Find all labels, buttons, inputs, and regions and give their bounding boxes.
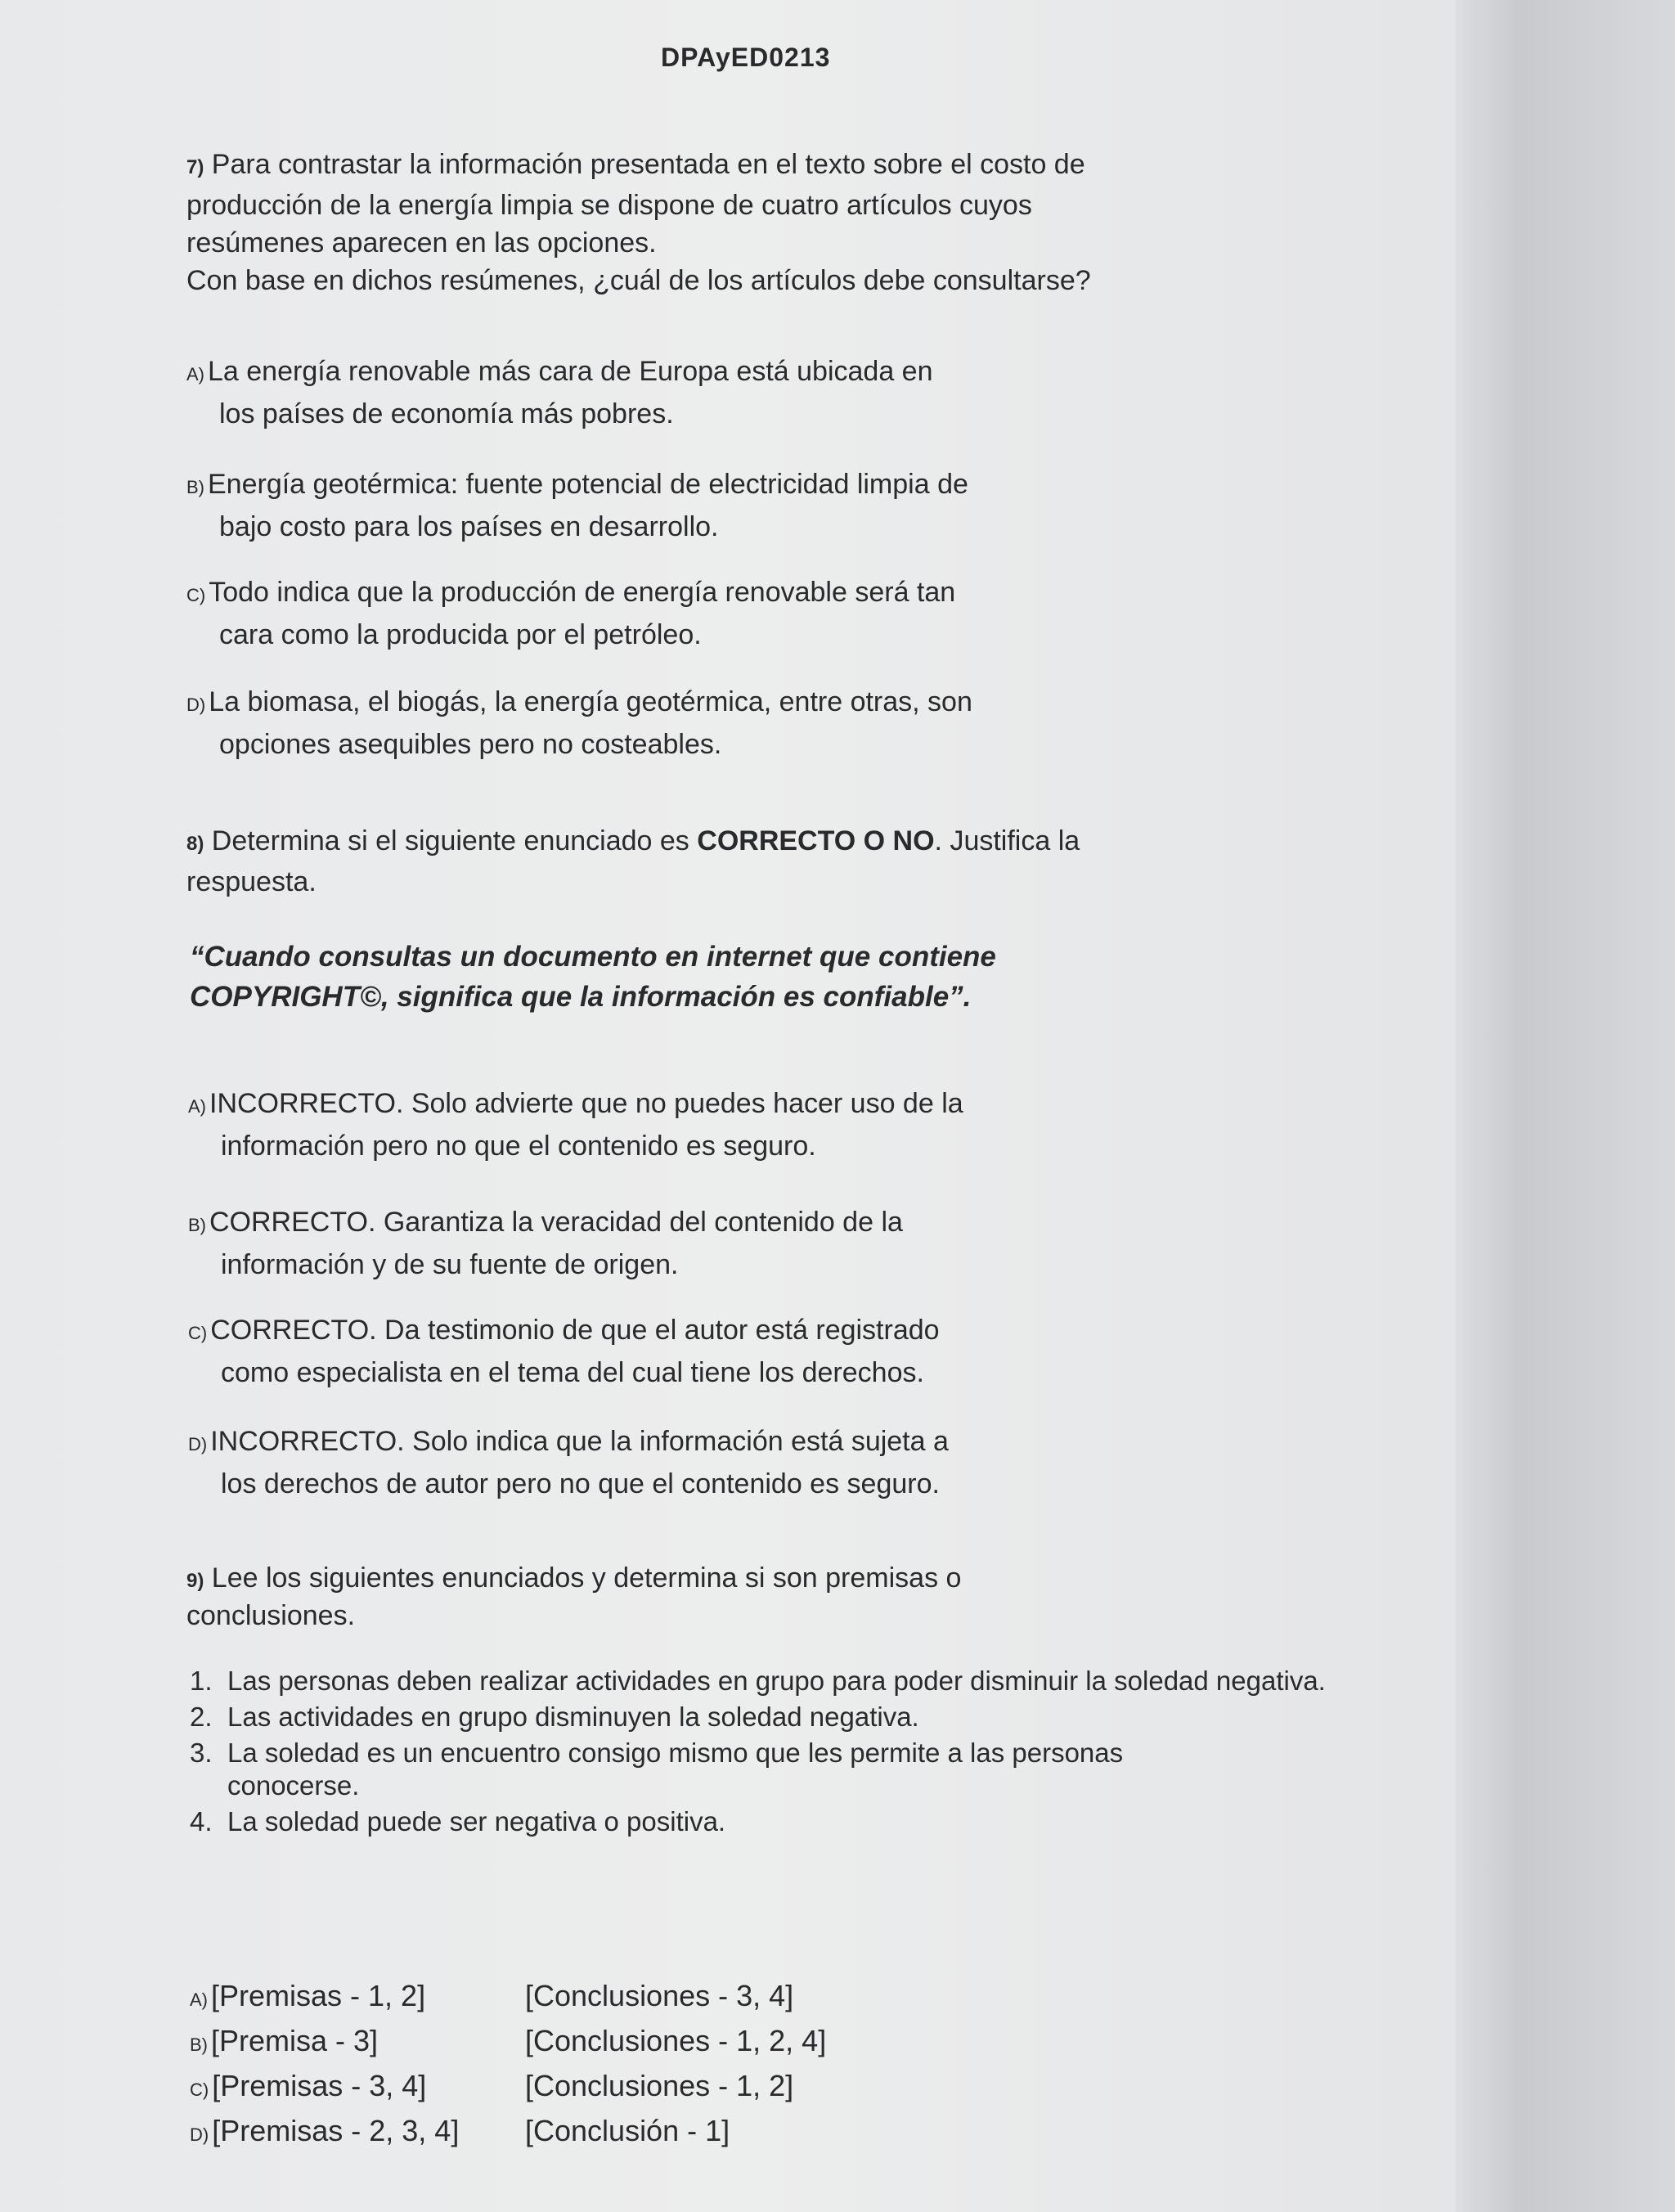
option-text: INCORRECTO. Solo indica que la información está sujeta a [210, 1426, 949, 1457]
conclusion-cell: [Conclusión - 1] [525, 2114, 730, 2147]
option-text: Energía geotérmica: fuente potencial de electricidad limpia de [208, 469, 968, 500]
list-item [190, 1701, 1351, 1733]
exam-code: DPAyED0213 [661, 43, 831, 72]
q8-option-c[interactable] [188, 1311, 940, 1392]
question-7 [186, 146, 1348, 299]
q9-option-d[interactable] [190, 2111, 826, 2156]
option-text: Todo indica que la producción de energía renovable será tan [209, 577, 956, 608]
item-text: Las actividades en grupo disminuyen la soledad negativa. [227, 1702, 919, 1732]
question-line: Determina si el siguiente enunciado es [211, 825, 698, 856]
option-text: CORRECTO. Garantiza la veracidad del contenido de la [209, 1207, 903, 1238]
quote-line: COPYRIGHT©, significa que la información es confiable”. [190, 981, 972, 1013]
option-text: información y de su fuente de origen. [221, 1249, 679, 1280]
q7-option-b[interactable] [186, 465, 968, 546]
option-text: INCORRECTO. Solo advierte que no puedes hacer uso de la [209, 1088, 963, 1119]
option-text: como especialista en el tema del cual tiene los derechos. [221, 1357, 924, 1388]
q7-option-a[interactable] [186, 352, 933, 434]
item-number: 2. [190, 1702, 213, 1732]
option-letter: B) [188, 1215, 206, 1235]
item-number: 4. [190, 1806, 213, 1837]
option-letter: C) [190, 2079, 209, 2100]
quote-line: “Cuando consultas un documento en internet que contiene [190, 941, 996, 973]
question-8 [186, 822, 1348, 901]
question-line: producción de la energía limpia se dispone de cuatro artículos cuyos [186, 190, 1032, 221]
question-line: Con base en dichos resúmenes, ¿cuál de los artículos debe consultarse? [186, 265, 1091, 296]
premise-cell: [Premisas - 3, 4] [212, 2069, 427, 2102]
statements-list [190, 1665, 1351, 1841]
question-line: conclusiones. [186, 1600, 356, 1631]
q8-option-b[interactable] [188, 1203, 903, 1284]
option-letter: D) [186, 695, 206, 715]
conclusion-cell: [Conclusiones - 3, 4] [525, 1979, 794, 2012]
list-item [190, 1805, 1351, 1838]
question-number: 8) [186, 833, 204, 855]
option-text: La biomasa, el biogás, la energía geotérmica, entre otras, son [209, 686, 972, 717]
option-letter: A) [190, 1989, 208, 2010]
question-line: . Justifica la [934, 825, 1080, 856]
option-text: bajo costo para los países en desarrollo. [219, 511, 719, 542]
question-line: respuesta. [186, 866, 317, 897]
option-letter: C) [186, 585, 206, 605]
option-letter: C) [188, 1323, 208, 1343]
option-text: cara como la producida por el petróleo. [219, 619, 702, 650]
item-text: Las personas deben realizar actividades en grupo para poder disminuir la soledad negativa. [227, 1666, 1326, 1696]
question-line: Para contrastar la información presentada en el texto sobre el costo de [211, 149, 1085, 180]
option-text: los derechos de autor pero no que el contenido es seguro. [221, 1468, 940, 1499]
option-letter: A) [188, 1096, 206, 1117]
conclusion-cell: [Conclusiones - 1, 2, 4] [525, 2024, 827, 2057]
q9-options [190, 1976, 826, 2156]
q8-option-d[interactable] [188, 1422, 949, 1504]
option-letter: D) [188, 1434, 208, 1454]
item-number: 3. [190, 1738, 213, 1768]
option-text: opciones asequibles pero no costeables. [219, 729, 722, 760]
item-text: La soledad es un encuentro consigo mismo que les permite a las personas conocerse. [227, 1738, 1124, 1801]
emphasis-text: CORRECTO O NO [697, 825, 935, 856]
option-letter: D) [190, 2124, 209, 2145]
list-item [190, 1665, 1351, 1697]
premise-cell: [Premisas - 1, 2] [211, 1979, 426, 2012]
q9-option-c[interactable] [190, 2066, 826, 2111]
question-number: 7) [186, 156, 204, 178]
item-number: 1. [190, 1666, 213, 1696]
question-number: 9) [186, 1570, 204, 1592]
q9-option-a[interactable] [190, 1976, 826, 2021]
premise-cell: [Premisas - 2, 3, 4] [212, 2114, 460, 2147]
conclusion-cell: [Conclusiones - 1, 2] [525, 2069, 794, 2102]
list-item [190, 1737, 1220, 1802]
next-page-edge [1456, 0, 1675, 2212]
q8-option-a[interactable] [188, 1084, 963, 1166]
option-text: información pero no que el contenido es seguro. [221, 1131, 816, 1162]
question-line: resúmenes aparecen en las opciones. [186, 227, 657, 259]
q7-option-d[interactable] [186, 682, 972, 764]
q7-option-c[interactable] [186, 573, 955, 654]
statement-quote [190, 937, 1253, 1017]
option-text: los países de economía más pobres. [219, 398, 674, 429]
option-letter: B) [190, 2034, 208, 2055]
question-line: Lee los siguientes enunciados y determina si son premisas o [211, 1562, 962, 1594]
option-letter: B) [186, 477, 204, 497]
option-letter: A) [186, 364, 204, 384]
question-9 [186, 1561, 1348, 1633]
option-text: CORRECTO. Da testimonio de que el autor está registrado [210, 1315, 940, 1346]
q9-option-b[interactable] [190, 2021, 826, 2066]
item-text: La soledad puede ser negativa o positiva. [227, 1806, 726, 1837]
premise-cell: [Premisa - 3] [211, 2024, 379, 2057]
option-text: La energía renovable más cara de Europa está ubicada en [208, 356, 933, 387]
